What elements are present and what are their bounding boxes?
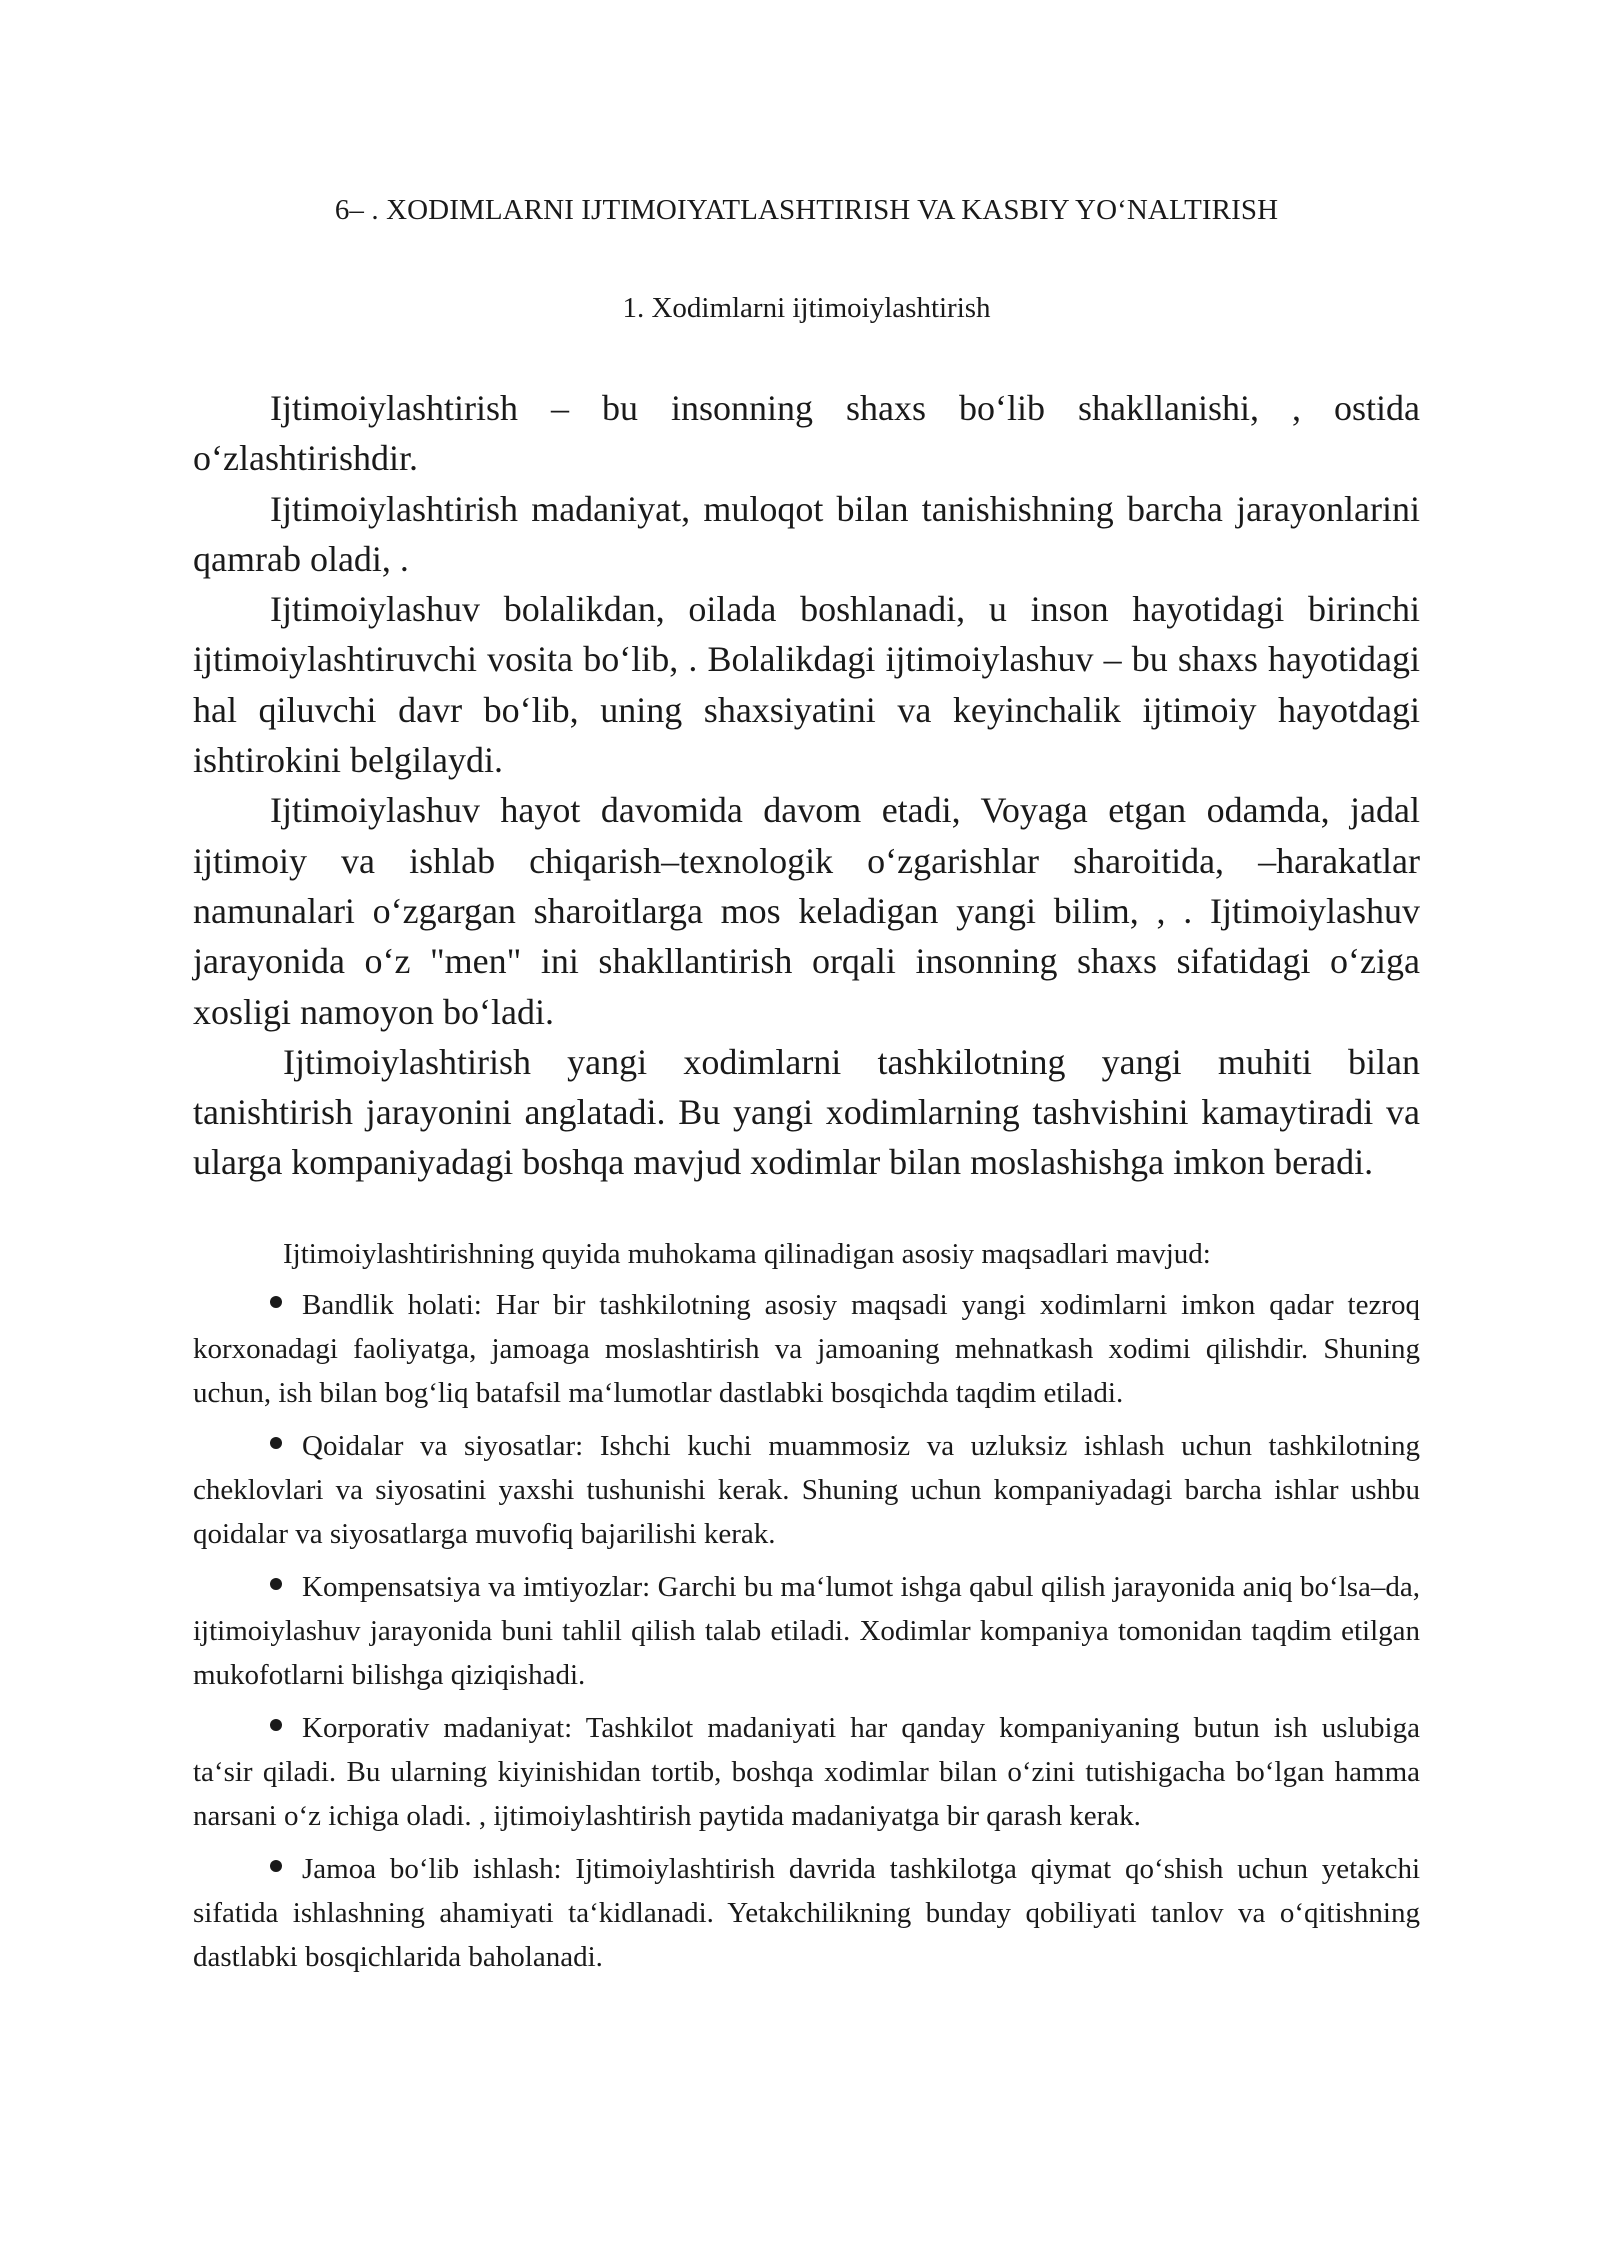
paragraph: Ijtimoiylashuv bolalikdan, oilada boshlanadi, u inson hayotidagi birinchi ijtimoiylashtiruvchi vosita bo‘lib, . Bolalikdagi ijtimoiylashuv – bu shaxs hayotidagi hal qiluvchi davr bo‘lib, uning shaxsiyatini va keyinchalik ijtimoiy hayotdagi ishtirokini belgilaydi. [193, 589, 1420, 781]
bullet-icon [270, 1578, 282, 1590]
list-item-text: Qoidalar va siyosatlar: Ishchi kuchi muammosiz va uzluksiz ishlash uchun tashkilotning cheklovlari va siyosatini yaxshi tushunishi kerak. Shuning uchun kompaniyadagi barcha ishlar ushbu qoidalar va siyosatlarga muvofiq bajarilishi kerak. [193, 1430, 1420, 1550]
list-item-text: Jamoa bo‘lib ishlash: Ijtimoiylashtirish davrida tashkilotga qiymat qo‘shish uchun yetakchi sifatida ishlashning ahamiyati ta‘kidlanadi. Yetakchilikning bunday qobiliyati tanlov va o‘qitishning dastlabki bosqichlarida baholanadi. [193, 1853, 1420, 1973]
bullet-icon [270, 1860, 282, 1872]
list-item [193, 1565, 1420, 1697]
paragraph: Ijtimoiylashtirish madaniyat, muloqot bilan tanishishning barcha jarayonlarini qamrab oladi, . [193, 488, 1420, 579]
paragraph: Ijtimoiylashtirish – bu insonning shaxs bo‘lib shakllanishi, , ostida o‘zlashtirishdir. [193, 388, 1420, 479]
list-item [193, 1283, 1420, 1415]
bullet-icon [270, 1296, 282, 1308]
bullet-icon [270, 1437, 282, 1449]
list-item [193, 1706, 1420, 1838]
list-intro: Ijtimoiylashtirishning quyida muhokama qilinadigan asosiy maqsadlari mavjud: [283, 1238, 1211, 1270]
list-item-text: Korporativ madaniyat: Tashkilot madaniyati har qanday kompaniyaning butun ish uslubiga ta‘sir qiladi. Bu ularning kiyinishidan tortib, boshqa xodimlar bilan o‘zini tutishigacha bo‘lgan hamma narsani o‘z ichiga oladi. , ijtimoiylashtirish paytida madaniyatga bir qarash kerak. [193, 1712, 1420, 1832]
paragraph: Ijtimoiylashuv hayot davomida davom etadi, Voyaga etgan odamda, jadal ijtimoiy va ishlab chiqarish–texnologik o‘zgarishlar sharoitida, –harakatlar namunalari o‘zgargan sharoitlarga mos keladigan yangi bilim, , . Ijtimoiylashuv jarayonida o‘z "men" ini shakllantirish orqali insonning shaxs sifatidagi o‘ziga xosligi namoyon bo‘ladi. [193, 790, 1420, 1032]
list-item [193, 1424, 1420, 1556]
paragraph: Ijtimoiylashtirish yangi xodimlarni tashkilotning yangi muhiti bilan tanishtirish jarayonini anglatadi. Bu yangi xodimlarning tashvishini kamaytiradi va ularga kompaniyadagi boshqa mavjud xodimlar bilan moslashishga imkon beradi. [193, 1041, 1420, 1183]
list-item [193, 1847, 1420, 1979]
list-item-text: Kompensatsiya va imtiyozlar: Garchi bu ma‘lumot ishga qabul qilish jarayonida aniq bo‘lsa–da, ijtimoiylashuv jarayonida buni tahlil qilish talab etiladi. Xodimlar kompaniya tomonidan taqdim etilgan mukofotlarni bilishga qiziqishadi. [193, 1571, 1420, 1691]
section-title: 1. Xodimlarni ijtimoiylashtirish [622, 292, 991, 324]
bullet-icon [270, 1719, 282, 1731]
goals-section [193, 1233, 1420, 1988]
chapter-title: 6– . XODIMLARNI IJTIMOIYATLASHTIRISH VA KASBIY YO‘NALTIRISH [334, 194, 1279, 226]
main-text [193, 383, 1420, 1188]
list-item-text: Bandlik holati: Har bir tashkilotning asosiy maqsadi yangi xodimlarni imkon qadar tezroq korxonadagi faoliyatga, jamoaga moslashtirish va jamoaning mehnatkash xodimi qilishdir. Shuning uchun, ish bilan bog‘liq batafsil ma‘lumotlar dastlabki bosqichda taqdim etiladi. [193, 1289, 1420, 1409]
